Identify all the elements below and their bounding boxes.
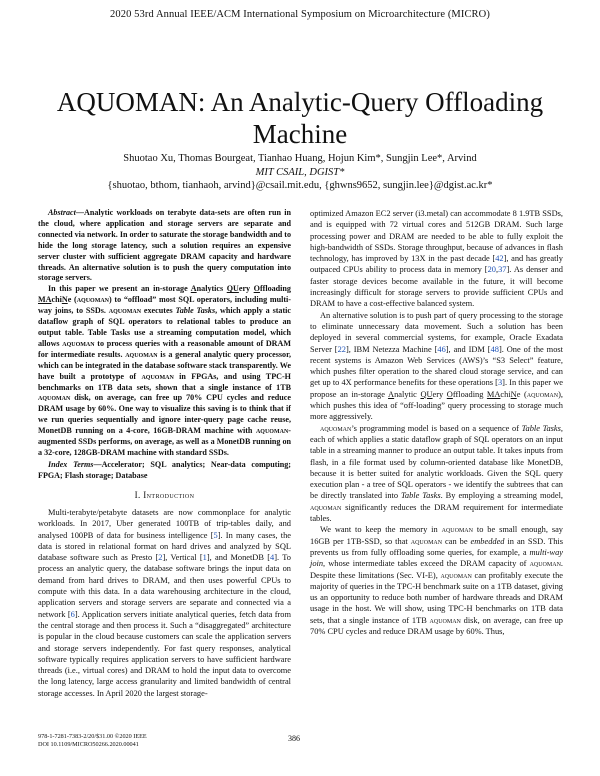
footer-copyright (38, 733, 147, 749)
left-column (38, 208, 291, 699)
abstract-paragraph-2: In this paper we present an in-storage Analytics QUery Offloading MAchiNe (aquoman) to “offload” most SQL operators, including multi-way joins, to SSDs. aquoman executes Table Tasks, which apply a static dataflow graph of SQL operators to relational tables to produce an output table. Table Tasks use a streaming computation model, which allows aquoman to process queries with a reasonable amount of DRAM for intermediate results. aquoman is a general analytic query processor, which can be integrated in the database software stack transparently. We have built a prototype of aquoman in FPGAs, and using TPC-H benchmarks on 1TB data sets, shown that a single instance of 1TB aquoman disk, on average, can free up 70% CPU cycles and reduce DRAM usage by 60%. One way to visualize this saving is to think that if we run queries sequentially and ignore inter-query page cache reuse, MonetDB running on a 4-core, 16GB-DRAM machine with aquoman-augmented SSDs performs, on average, as well as a MonetDB running on a 32-core, 128GB-DRAM machine with standard SSDs. (38, 284, 291, 457)
citation-link[interactable]: 5 (213, 530, 218, 540)
paper-title: AQUOMAN: An Analytic-Query Offloading Machine (56, 87, 544, 149)
page-number: 386 (288, 734, 300, 743)
intro-paragraph-4: We want to keep the memory in aquoman to be small enough, say 16GB per 1TB-SSD, so that aquoman can be embedded in an SSD. This prevents us from fully offloading some queries, for example, a multi-way join, whose intermediate tables exceed the DRAM capacity of aquoman. Despite these limitations (Sec. VI-E), aquoman can profitably execute the majority of queries in the TPC-H benchmark suite on a 1TB dataset, giving us an opportunity to reduce both number of hardware threads and DRAM usage in the host. We will show, using TPC-H benchmarks on 1TB data sets, that a single instance of 1TB aquoman disk, on average, can free up 70% CPU cycles and reduce DRAM usage by 60%. Thus, (310, 525, 563, 636)
citation-link[interactable]: 1 (202, 553, 207, 563)
citation-link[interactable]: 37 (498, 265, 507, 275)
author-emails: {shuotao, bthom, tianhaoh, arvind}@csail.mit.edu, {ghwns9652, sungjin.lee}@dgist.ac.kr* (107, 180, 493, 191)
citation-link[interactable]: 46 (437, 344, 446, 354)
author-block (30, 152, 570, 193)
footer-doi[interactable]: DOI 10.1109/MICRO50266.2020.00041 (38, 741, 139, 748)
citation-link[interactable]: 20 (487, 265, 496, 275)
citation-link[interactable]: 42 (495, 254, 504, 264)
conference-header: 2020 53rd Annual IEEE/ACM International Symposium on Microarchitecture (MICRO) (110, 9, 490, 20)
abstract-label: Abstract (48, 208, 76, 217)
footer-isbn: 978-1-7281-7383-2/20/$31.00 ©2020 IEEE (38, 733, 147, 740)
citation-link[interactable]: 4 (270, 553, 275, 563)
right-column (310, 208, 563, 637)
citation-link[interactable]: 3 (497, 378, 503, 388)
intro-paragraph-1-cont: optimized Amazon EC2 server (i3.metal) can accommodate 8 1.9TB SSDs, and is equipped with 72 virtual cores and 512GB DRAM. Such large processing power and DRAM are needed to be able to fully exploit the high-bandwidth of SSDs. Storage throughput, because of advances in flash technology, has improved by 13X in the past decade [42], and has greatly outpaced CPUs ability to process data in memory [20,37]. As denser and faster storage devices become available in the future, it will become increasingly difficult for storage servers to provide sufficient CPUs and DRAM to have a cost-effective balanced system. (310, 209, 563, 309)
index-terms: Index Terms—Accelerator; SQL analytics; Near-data computing; FPGA; Flash storage; Database (38, 459, 291, 480)
citation-link[interactable]: 22 (337, 344, 346, 354)
intro-paragraph-1: Multi-terabyte/petabyte datasets are now commonplace for analytic workloads. In 2017, Uber generated 100TB of trip-tables daily, and analysed 100PB of data for business intelligence [5]. In many cases, the data is stored in relational format on hard drives and analyzed by SQL database software such as Presto [2], Vertical [1], and MonetDB [4]. To process an analytic query, the database software brings the input data on demand from hard drives to DRAM, and then uses powerful CPUs to compute with this data. In a data warehousing architecture in the cloud, application servers and storage servers are separate and connected via a network [6]. Application servers initiate analytical queries, fetch data from the central storage and then process it. Such a “disaggregated” architecture is popular in the cloud because customers can scale the application servers and storage servers independently. For fast query responses, analytical software typically requires application servers to have sufficient hardware threads (i.e., virtual cores) and DRAM to hold the input data to overcome the long latency, large access granularity and limited bandwidth of central storage accesses. In April 2020 the largest storage- (38, 507, 292, 698)
abstract-paragraph-1: Abstract—Analytic workloads on terabyte data-sets are often run in the cloud, where application and storage servers are separate and connected via network. In order to saturate the storage bandwidth and to hide the long storage latency, such a solution requires an expensive server cluster with sufficient aggregate DRAM capacity and hardware threads. An alternative solution is to push the query computation into storage servers. (38, 208, 292, 283)
author-affiliation: MIT CSAIL, DGIST* (255, 166, 345, 178)
citation-link[interactable]: 48 (490, 344, 499, 354)
intro-paragraph-3: aquoman’s programming model is based on a sequence of Table Tasks, each of which applies a static dataflow graph of SQL operators on an input table in a streaming manner to produce an output table. It takes inputs from flash, in a file format used by column-oriented database like MonetDB, because it is better suited for analytic workloads. Given the SQL query execution plan - a tree of SQL operators - we identify the subtrees that can be directly translated into Table Tasks. By employing a streaming model, aquoman significantly reduces the DRAM requirement for intermediate tables. (310, 423, 563, 524)
section-heading-introduction: I. Introduction (134, 489, 195, 500)
citation-link[interactable]: 6 (70, 609, 75, 619)
author-names: Shuotao Xu, Thomas Bourgeat, Tianhao Huang, Hojun Kim*, Sungjin Lee*, Arvind (123, 153, 477, 164)
intro-paragraph-2: An alternative solution is to push part of query processing to the storage to eliminate unnecessary data movement. Such a solution has been deployed in several commercial systems, for example, Oracle Exadata Server [22], IBM Netezza Machine [46], and IDM [48]. One of the most recent systems is Amazon Web Services (AWS)’s “S3 Select” feature, which pushes filter operation to the shared cloud storage service, and can get up to 4X performance benefits for these operations [3]. In this paper we propose an in-storage Analytic QUery Offloading MAchiNe (aquoman), which pushes this idea of “off-loading” query processing to storage much more aggressively. (310, 310, 563, 422)
citation-link[interactable]: 2 (158, 553, 163, 563)
